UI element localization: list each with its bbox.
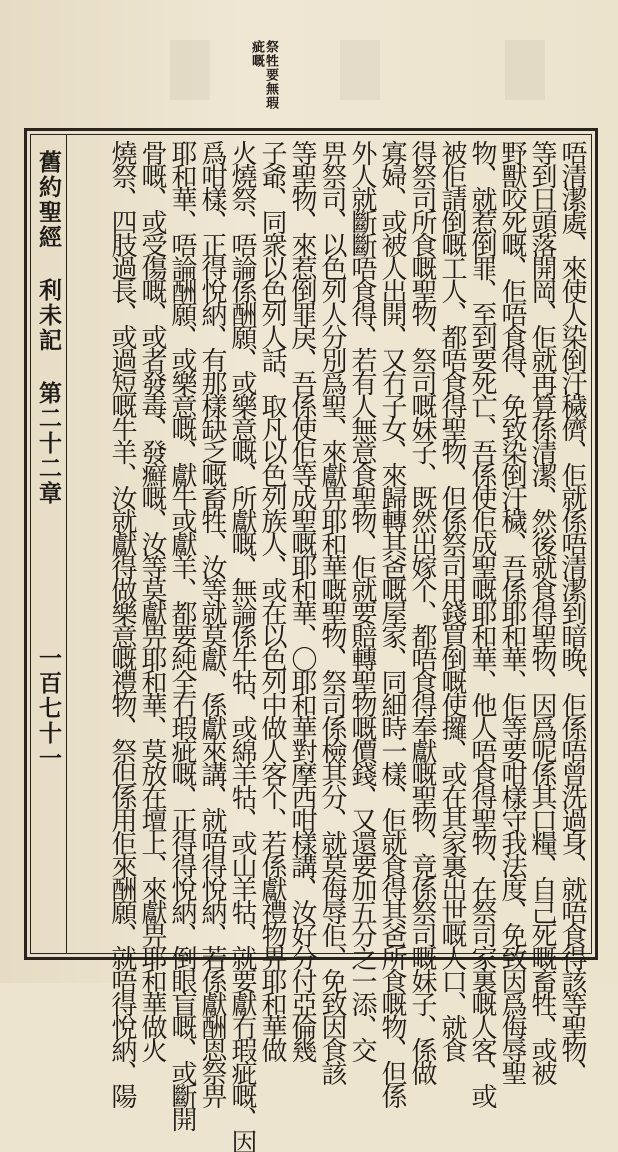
bleed-through-mark [340, 40, 380, 100]
bleed-through-mark [505, 40, 545, 100]
text-column: 等到日頭落開岡、佢就再算係清潔、然後就食得聖物、因爲呢係其口糧、自己死嘅畜牲、或被 [527, 140, 557, 1083]
text-column: 物、就惹倒罪、至到要死亡、吾係使佢成聖嘅耶和華、他人唔食得聖物、在祭司家裏嘅人客、或 [467, 140, 497, 1106]
page-number: 一百七十一 [35, 646, 62, 771]
text-column: 子爺、同衆以色列人話、取凡以色列族人、或在以色列中做人客个、若係獻禮物畀耶和華做 [257, 140, 287, 1060]
text-column: 寡婦、或被人出開、又冇子女、來歸轉其爸嘅屋家、同細時一樣、佢就食得其爸所食嘅物、但係 [377, 140, 407, 1106]
text-column: 燒祭、四肢過長、或過短嘅牛羊、汝就獻得做樂意嘅禮物、祭但係用佢來酬願、就唔得悅納、陽 [107, 140, 137, 1106]
text-column: 野獸咬死嘅、佢唔食得、免致染倒汙穢、吾係耶和華、佢等要咁樣守我法度、免致因爲侮辱聖 [497, 140, 527, 1083]
text-column: 火燒祭、唔論係酬願、或樂意嘅、所獻嘅、無論係牛牯、或綿羊牯、或山羊牯、就要獻冇瑕疵嘅、因 [227, 140, 257, 1152]
text-column: 得祭司所食嘅聖物、祭司嘅妹子、既然出嫁个、都唔食得奉獻嘅聖物、竟係祭司嘅妹子、係做 [407, 140, 437, 1083]
text-column: 爲咁樣、正得悅納、有那樣缺乏嘅畜牲、汝等就莫獻、係獻來講、就唔得悅納、若係獻酬恩祭畀 [197, 140, 227, 1106]
header-rule [66, 134, 67, 954]
text-column: 被佢請倒嘅工人、都唔食得聖物、但係祭司用錢買倒嘅使攞、或在其家裏出世嘅人口、就食 [437, 140, 467, 1060]
text-column: 唔清潔處、來使人染倒汙穢儕、佢就係唔清潔到暗晚、佢係唔曾洗過身、就唔食得該等聖物、 [557, 140, 587, 1083]
book-section: 利未記 [35, 278, 62, 353]
bleed-through-mark [170, 40, 210, 100]
text-column: 等聖物、來惹倒罪戾、吾係使佢等成聖嘅耶和華、〇耶和華對摩西咁樣講、汝好分付亞倫幾 [287, 140, 317, 1060]
chapter-label: 第二十二章 [35, 381, 62, 506]
text-column: 外人就斷斷唔食得、若有人無意食聖物、佢就要賠轉聖物嘅價錢、又還要加五分之一添、交 [347, 140, 377, 1060]
running-header [36, 150, 60, 940]
margin-note-line-1: 祭牲要無瑕 [263, 40, 278, 110]
margin-note-line-2: 疵嘅 [249, 40, 264, 68]
text-column: 骨嘅、或受傷嘅、或者發毒、發癬嘅、汝等莫獻畀耶和華、莫放在壇上、來獻畀耶和華做火 [137, 140, 167, 1060]
book-title: 舊約聖經 [35, 150, 62, 250]
text-column: 畀祭司、以色列人分別爲聖、來獻畀耶和華嘅聖物、祭司係檢其分、就莫侮辱佢、免致因食該 [317, 140, 347, 1083]
text-column: 耶和華、唔論酬願、或樂意嘅、獻牛或獻羊、都要純全冇瑕疵嘅、正得得悅納、倒眼盲嘅、或斷開 [167, 140, 197, 1129]
